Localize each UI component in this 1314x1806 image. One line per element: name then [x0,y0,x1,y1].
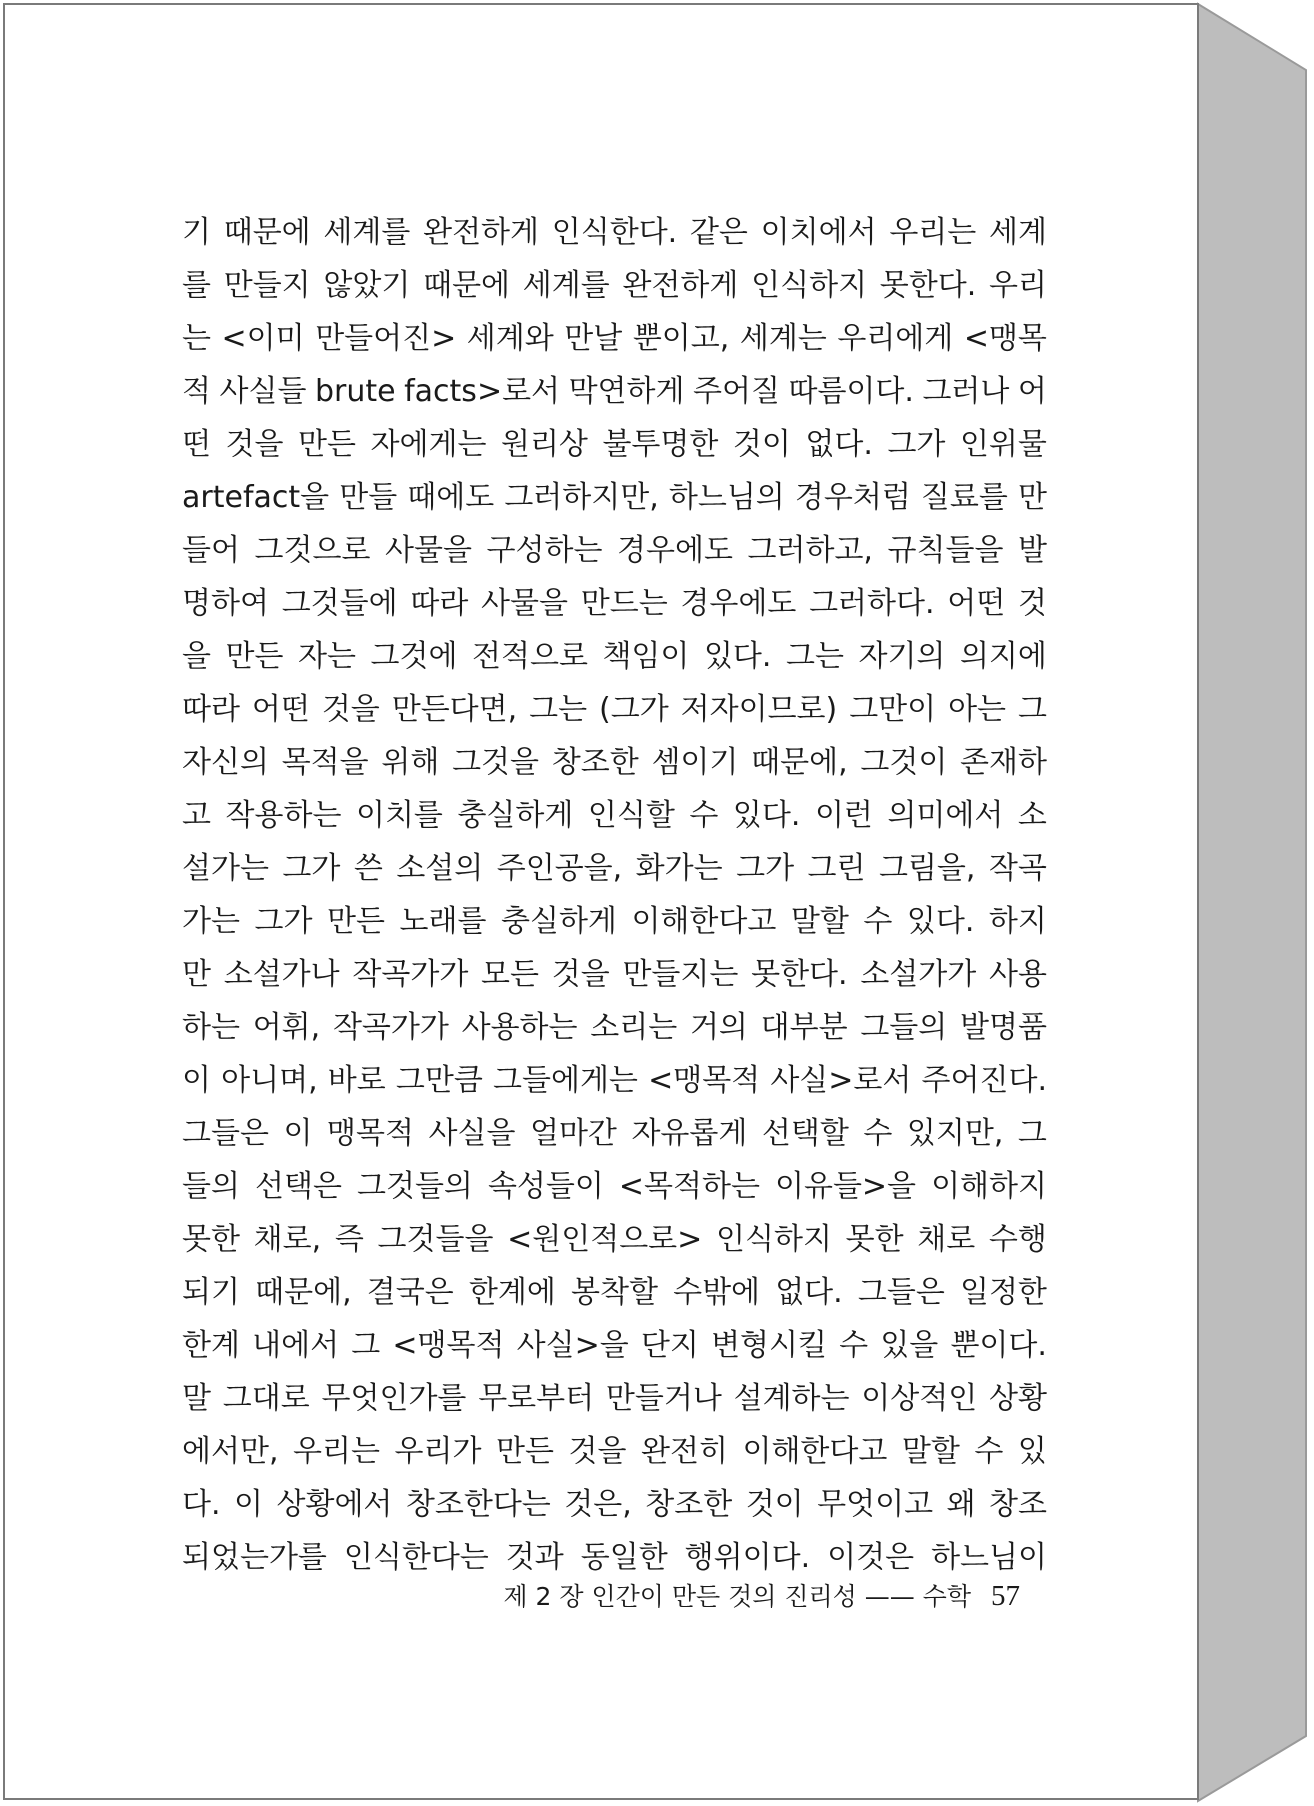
word: 그들에게는 [493,1063,638,1098]
word: (그가 [599,692,669,727]
word: 상황에서 [276,1487,393,1522]
word: 하느님이 [931,1540,1047,1575]
word: 명하여 [182,586,269,621]
word: 존재하 [960,745,1047,780]
word: 모든 [481,957,539,992]
word: 그것들에 [281,586,398,621]
word: 위해 [381,745,440,780]
word: 변형시킬 [711,1328,827,1363]
word: 그것으로 [254,533,371,568]
word: 다. [182,1487,221,1522]
word: 완전히 [640,1434,728,1469]
text-line [182,1213,1047,1266]
word: 쓴 [353,851,383,886]
word: 그가 [887,427,946,462]
word: 것 [1017,586,1047,621]
word: 말 [182,1381,211,1416]
word: facts>로서 [404,374,561,409]
word: 자는 [298,639,356,674]
word: 세계 [989,215,1047,250]
word: 되었는가를 [182,1540,327,1575]
word: 때문에 [423,268,511,303]
word: 그것을 [452,745,540,780]
word: 그러하고, [747,533,873,568]
word: 대부분 [760,1010,848,1045]
word: 이해한다고 [742,1434,888,1469]
word: 않았기 [323,268,411,303]
word: 뿐이다. [950,1328,1047,1363]
text-line [182,206,1047,259]
word: 작곡가가 [332,1010,449,1045]
word: 선택할 [761,1116,849,1151]
text-line [182,1160,1047,1213]
word: 그것에 [370,639,458,674]
word: 따라 [182,692,240,727]
word: 어 [1017,374,1047,409]
word: 만들지 [223,268,311,303]
word: 에서만, [182,1434,279,1469]
word: 작곡가가 [352,957,469,992]
word: 어휘, [252,1010,321,1045]
word: 셈이기 [651,745,739,780]
word: 전적으로 [472,639,588,674]
word: 만들어진> [315,321,457,356]
word: 만들지는 [622,957,739,992]
word: 우리 [989,268,1047,303]
word: 행위이다. [684,1540,811,1575]
word: 인식한다. [551,215,678,250]
word: 일정한 [959,1275,1047,1310]
word: 때문에, [255,1275,352,1310]
word: 그만큼 [395,1063,483,1098]
word: 없다. [805,427,873,462]
text-line [182,683,1047,736]
word: 채로, [253,1222,322,1257]
word: <맹목 [963,321,1047,356]
word: 사용 [988,957,1047,992]
word: 주인공을, [496,851,623,886]
word: 그대로 [222,1381,310,1416]
word: 만 [182,957,211,992]
word: 무로부터 [478,1381,595,1416]
word: 만든 [327,904,385,939]
word: 사물을 [481,586,568,621]
word: 못한 [182,1222,240,1257]
word: 뿐이고, [632,321,730,356]
word: 창조한 [551,745,639,780]
word: 사물을 [385,533,472,568]
word: 자기의 [858,639,946,674]
word: 수 [863,1116,893,1151]
word: 우리가 [394,1434,482,1469]
word: 수 [689,798,719,833]
word: 있을 [880,1328,939,1363]
word: brute [314,374,396,409]
word: 그 [351,1328,381,1363]
word: 화가는 [635,851,723,886]
word: 그들은 [857,1275,945,1310]
word: 그는 [529,692,588,727]
word: 것을 [321,692,380,727]
word: 사실>로서 [770,1063,912,1098]
text-line [182,259,1047,312]
word: 저자이므로) [680,692,838,727]
word: 이 [182,1063,211,1098]
word: 되기 [182,1275,240,1310]
text-line [182,630,1047,683]
word: 있 [1017,1434,1047,1469]
word: 세계와 [466,321,554,356]
word: <원인적으로> [507,1222,703,1257]
word: 하느님의 [668,480,785,515]
word: 그러나 [922,374,1010,409]
page-number: 57 [991,1580,1020,1612]
word: 만든 [298,427,356,462]
word: 인위물 [959,427,1047,462]
word: 자유롭게 [631,1116,748,1151]
word: 사실들 [219,374,307,409]
word: 상황 [989,1381,1047,1416]
word: 거의 [689,1010,748,1045]
word: 그가 [282,851,341,886]
word: 을 [182,639,211,674]
word: 소리는 [590,1010,678,1045]
word: 의미에서 [887,798,1004,833]
word: 충실하게 [500,904,617,939]
word: 이치를 [355,798,443,833]
word: 때에도 [407,480,495,515]
word: 가는 [182,904,240,939]
word: 그린 [807,851,866,886]
word: <목적하는 [618,1169,760,1204]
word: 이상적인 [861,1381,978,1416]
word: 불투명한 [602,427,719,462]
word: 사용하는 [461,1010,578,1045]
word: 우리는 [889,215,977,250]
word: 있다. [703,639,772,674]
word: 선택은 [255,1169,342,1204]
word: 같은 [689,215,748,250]
word: 이 [234,1487,263,1522]
word: 그는 [785,639,844,674]
word: 는 [182,321,211,356]
word: 구성하는 [486,533,603,568]
word: 것을 [225,427,284,462]
word: 아는 [948,692,1007,727]
text-line [182,1266,1047,1319]
word: 그 [1017,692,1047,727]
word: 못한다. [879,268,977,303]
word: 어떤 [947,586,1006,621]
word: 목적을 [281,745,369,780]
word: 이것은 [827,1540,915,1575]
word: <맹목적 [392,1328,505,1363]
word: 이런 [814,798,873,833]
word: 발명품 [960,1010,1047,1045]
word: 수밖에 [673,1275,761,1310]
word: 인식하지 [751,268,868,303]
word: 인식한다는 [343,1540,489,1575]
word: <이미 [221,321,305,356]
word: artefact을 [182,480,330,515]
text-line [182,1319,1047,1372]
word: 수행 [988,1222,1047,1257]
word: 것이 [745,1487,804,1522]
word: 말할 [901,1434,960,1469]
word: 그러하지만, [504,480,659,515]
word: 이해하지 [931,1169,1047,1204]
word: 완전하게 [423,215,540,250]
word: 인식하지 [716,1222,832,1257]
word: 것과 [505,1540,564,1575]
word: 노래를 [399,904,487,939]
word: 들어 [182,533,240,568]
word: 것을 [551,957,610,992]
word: 설계하는 [733,1381,850,1416]
text-line [182,1425,1047,1478]
word: 봉착할 [570,1275,658,1310]
text-line [182,895,1047,948]
word: 못한 [845,1222,904,1257]
text-line [182,1372,1047,1425]
word: 그러하다. [809,586,935,621]
word: 그들은 [182,1116,269,1151]
word: 사실>을 [516,1328,629,1363]
word: 아니며, [221,1063,318,1098]
word: 만들거나 [605,1381,722,1416]
word: 떤 [182,427,211,462]
word: 결국은 [366,1275,454,1310]
word: 채로 [917,1222,976,1257]
word: 그 [1017,1116,1047,1151]
word: 인식할 [587,798,675,833]
word: 내에서 [252,1328,340,1363]
word: 즉 [334,1222,364,1257]
text-line [182,1107,1047,1160]
word: 우리에게 [837,321,954,356]
word: 자에게는 [370,427,487,462]
word: 따름이다. [788,374,914,409]
word: 발 [1018,533,1047,568]
word: 경우처럼 [794,480,911,515]
word: 그가 [736,851,795,886]
word: 한계 [182,1328,240,1363]
running-title: 제 2 장 인간이 만든 것의 진리성 —— 수학 [503,1582,971,1611]
text-line [182,842,1047,895]
text-line [182,1478,1047,1531]
word: 하는 [182,1010,240,1045]
word: 우리는 [293,1434,380,1469]
word: 창조 [989,1487,1047,1522]
word: 사실을 [428,1116,516,1151]
word: 충실하게 [457,798,574,833]
word: 적 [182,374,211,409]
word: 주어진다. [921,1063,1047,1098]
word: 작곡 [988,851,1047,886]
word: 만든다면, [391,692,518,727]
word: 이유들>을 [774,1169,917,1204]
word: 만든 [495,1434,554,1469]
word: 있다. [732,798,801,833]
word: 세계를 [522,268,610,303]
body-text [182,206,1047,1584]
word: 그림을, [878,851,976,886]
word: 무엇인가를 [321,1381,467,1416]
word: 이 [283,1116,313,1151]
word: 수 [839,1328,869,1363]
word: 한계에 [468,1275,556,1310]
word: 소설가나 [223,957,340,992]
word: 있다. [906,904,975,939]
word: 것은, [564,1487,632,1522]
word: 질료를 [920,480,1008,515]
text-line [182,365,1047,418]
text-line [182,471,1047,524]
word: 만 [1017,480,1047,515]
word: 하지 [988,904,1047,939]
text-line [182,418,1047,471]
word: 만드는 [580,586,668,621]
word: <맹목적 [648,1063,761,1098]
word: 때문에, [751,745,848,780]
word: 어떤 [251,692,310,727]
word: 만날 [564,321,623,356]
word: 의지에 [959,639,1047,674]
text-line [182,1001,1047,1054]
word: 그만이 [849,692,937,727]
word: 를 [182,268,211,303]
word: 맹목적 [327,1116,414,1151]
word: 그것들을 [377,1222,494,1257]
word: 들의 [182,1169,240,1204]
word: 왜 [946,1487,976,1522]
word: 이해한다고 [631,904,777,939]
word: 세계는 [739,321,827,356]
word: 만든 [225,639,284,674]
word: 따라 [410,586,469,621]
word: 만들 [339,480,398,515]
word: 이치에서 [760,215,877,250]
word: 그들의 [860,1010,948,1045]
word: 작용하는 [225,798,342,833]
text-line [182,948,1047,1001]
word: 완전하게 [622,268,739,303]
word: 때문에 [223,215,311,250]
word: 속성들이 [487,1169,604,1204]
word: 것이 [732,427,791,462]
word: 원리상 [500,427,588,462]
word: 경우에도 [617,533,733,568]
word: 책임이 [602,639,690,674]
word: 규칙들을 [887,533,1004,568]
text-line [182,312,1047,365]
word: 수 [863,904,893,939]
word: 것을 [568,1434,627,1469]
word: 경우에도 [680,586,797,621]
word: 동일한 [580,1540,668,1575]
word: 막연하게 [568,374,685,409]
word: 세계를 [323,215,411,250]
word: 기 [182,215,211,250]
text-line [182,524,1047,577]
word: 그것이 [860,745,948,780]
word: 못한다. [751,957,848,992]
word: 얼마간 [529,1116,617,1151]
word: 고 [182,798,211,833]
word: 소설가가 [860,957,977,992]
word: 소 [1017,798,1047,833]
text-line [182,577,1047,630]
word: 창조한다는 [405,1487,551,1522]
word: 단지 [640,1328,699,1363]
word: 주어질 [693,374,780,409]
word: 바로 [327,1063,386,1098]
word: 그것들의 [356,1169,473,1204]
word: 수 [974,1434,1004,1469]
word: 없다. [775,1275,843,1310]
text-line [182,1054,1047,1107]
word: 그가 [254,904,313,939]
word: 설가는 [182,851,269,886]
text-line [182,736,1047,789]
word: 자신의 [182,745,269,780]
word: 말할 [790,904,849,939]
word: 무엇이고 [817,1487,934,1522]
running-footer [500,1577,1020,1613]
word: 소설의 [396,851,484,886]
word: 있지만, [906,1116,1004,1151]
text-line [182,789,1047,842]
word: 창조한 [645,1487,733,1522]
